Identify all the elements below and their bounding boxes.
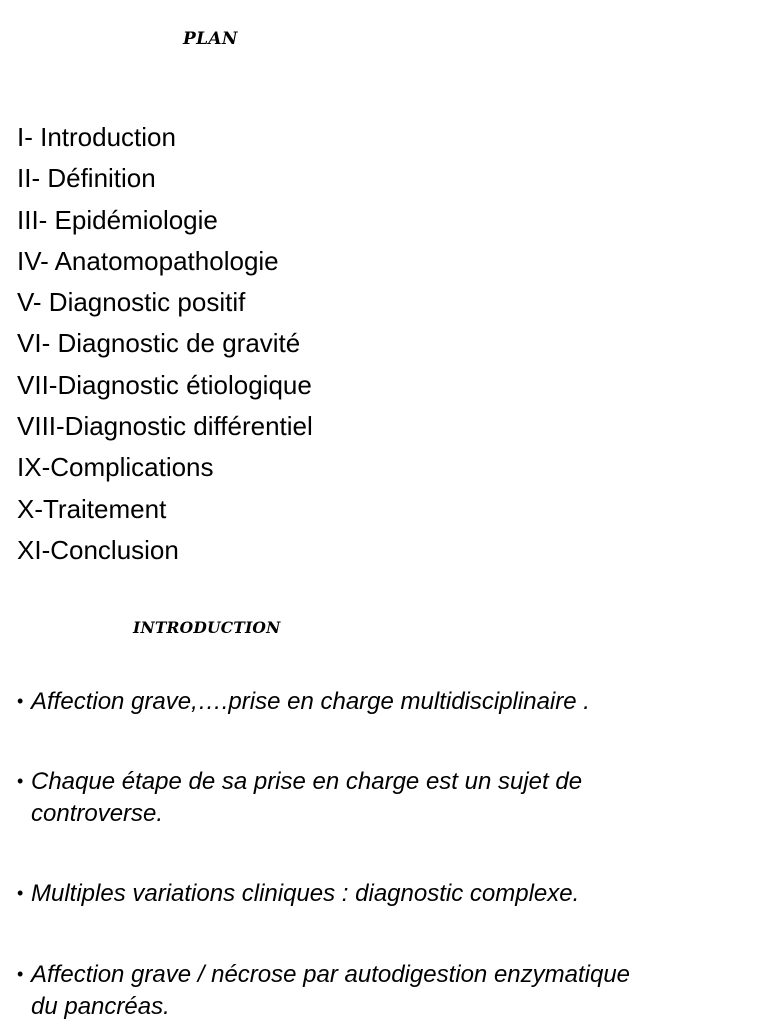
plan-item: IV- Anatomopathologie — [17, 245, 279, 276]
plan-item: VIII-Diagnostic différentiel — [17, 411, 313, 442]
bullet-dot-icon: • — [17, 964, 24, 984]
bullet-item — [17, 959, 747, 1023]
introduction-title: INTRODUCTION — [133, 618, 281, 637]
bullet-item — [17, 686, 747, 718]
plan-title: PLAN — [183, 29, 238, 49]
bullet-text: Affection grave / nécrose par autodigestion enzymatique du pancréas. — [31, 961, 631, 1020]
plan-item: III- Epidémiologie — [17, 204, 218, 235]
bullet-dot-icon: • — [17, 883, 24, 903]
plan-item: V- Diagnostic positif — [17, 287, 246, 318]
plan-item: IX-Complications — [17, 452, 214, 483]
plan-item: X-Traitement — [17, 493, 167, 524]
plan-item: I- Introduction — [17, 122, 176, 152]
bullet-dot-icon: • — [17, 771, 24, 791]
bullet-dot-icon: • — [17, 691, 24, 711]
plan-item: VII-Diagnostic étiologique — [17, 369, 312, 400]
bullet-text: Chaque étape de sa prise en charge est un sujet de controverse. — [31, 768, 583, 827]
bullet-text: Multiples variations cliniques : diagnostic complexe. — [31, 880, 580, 907]
bullet-item — [17, 766, 747, 830]
bullet-item — [17, 878, 747, 910]
bullet-text: Affection grave,….prise en charge multidisciplinaire . — [31, 688, 590, 715]
plan-list — [17, 117, 313, 571]
plan-item: VI- Diagnostic de gravité — [17, 328, 301, 359]
plan-item: XI-Conclusion — [17, 534, 179, 565]
plan-item: II- Définition — [17, 163, 156, 194]
